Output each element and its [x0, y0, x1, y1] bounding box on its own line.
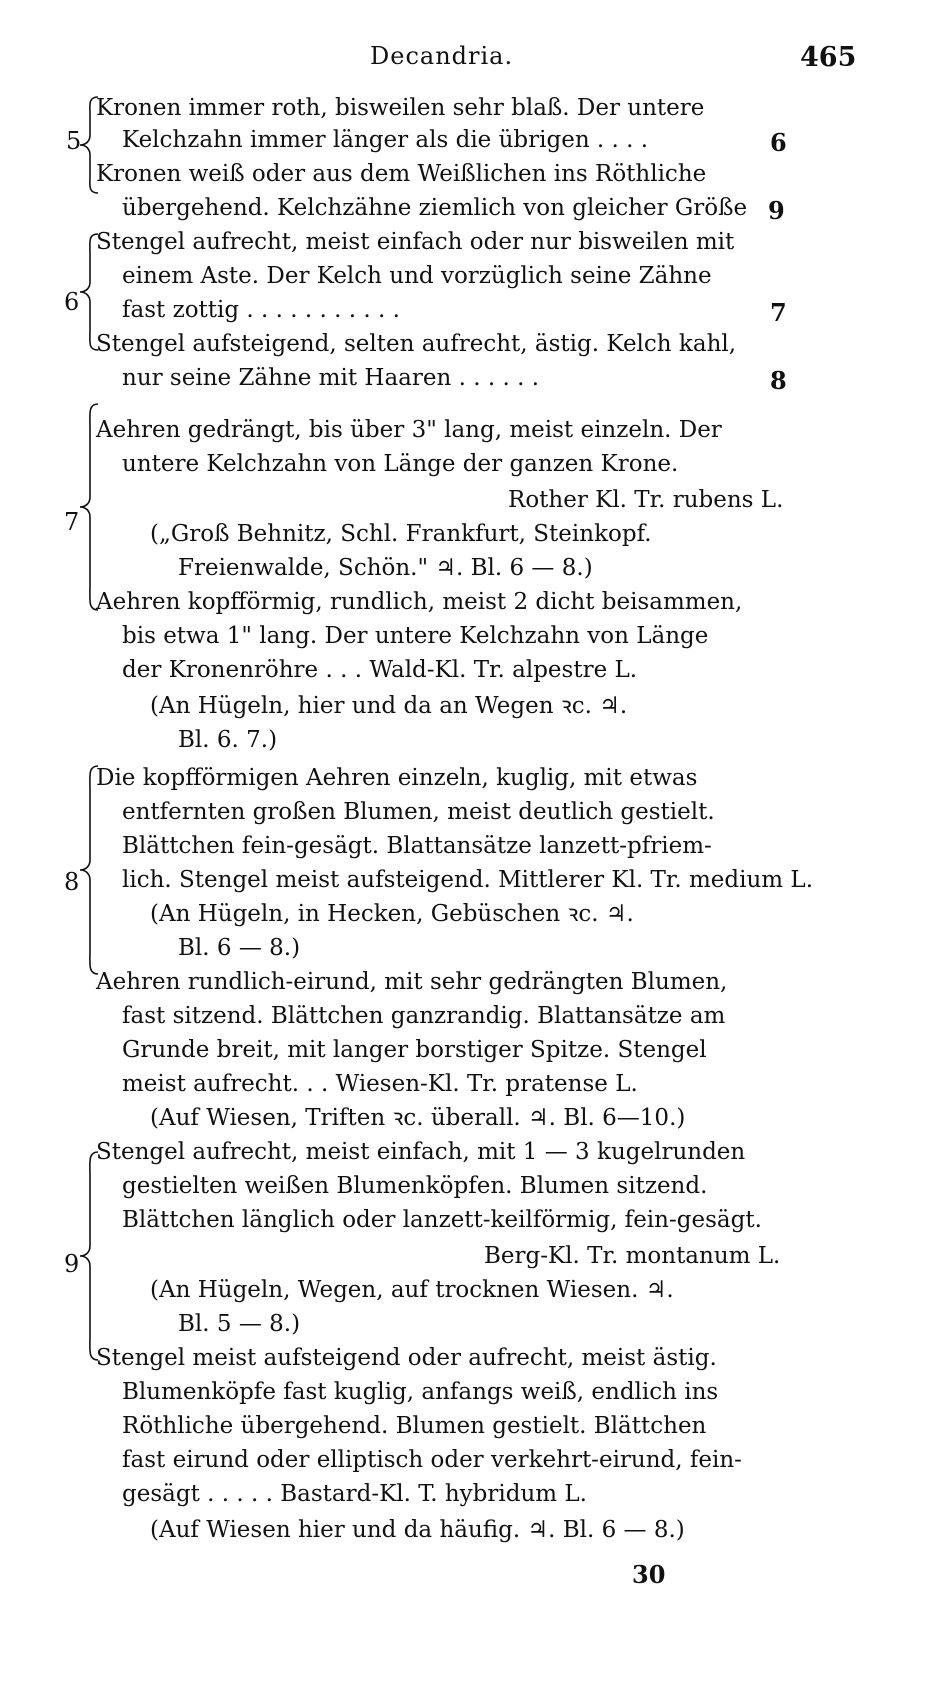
key-line: Kronen weiß oder aus dem Weißlichen ins Röthliche [96, 161, 707, 187]
key-line: übergehend. Kelchzähne ziemlich von gleicher Größe [122, 195, 748, 221]
key-line: Blättchen länglich oder lanzett-keilförmig, fein-gesägt. [122, 1207, 762, 1233]
key-line: untere Kelchzahn von Länge der ganzen Krone. [122, 451, 679, 477]
key-line: Aehren kopfförmig, rundlich, meist 2 dicht beisammen, [96, 589, 743, 615]
key-line: Stengel aufrecht, meist einfach, mit 1 — 3 kugelrunden [96, 1139, 746, 1165]
key-line: nur seine Zähne mit Haaren . . . . . . [122, 365, 540, 391]
key-line: einem Aste. Der Kelch und vorzüglich seine Zähne [122, 263, 712, 289]
habitat-note: Bl. 6. 7.) [178, 727, 278, 753]
key-line: Grunde breit, mit langer borstiger Spitze. Stengel [122, 1037, 707, 1063]
habitat-note: (An Hügeln, hier und da an Wegen ꝛc. ♃. [150, 693, 628, 719]
running-title: Decandria. [370, 42, 514, 70]
page-header [0, 42, 930, 82]
species-name: meist aufrecht. . . Wiesen-Kl. Tr. pratense L. [122, 1071, 638, 1097]
lead-number: 7 [770, 298, 787, 327]
couplet-number: 5 [66, 127, 82, 155]
habitat-note: Bl. 5 — 8.) [178, 1311, 301, 1337]
habitat-note: Bl. 6 — 8.) [178, 935, 301, 961]
key-line: fast sitzend. Blättchen ganzrandig. Blattansätze am [122, 1003, 726, 1029]
brace-icon [78, 1150, 100, 1362]
habitat-note: (An Hügeln, Wegen, auf trocknen Wiesen. ♃. [150, 1277, 674, 1303]
species-name: Berg-Kl. Tr. montanum L. [484, 1243, 781, 1269]
key-line: fast zottig . . . . . . . . . . . [122, 297, 400, 323]
species-name: lich. Stengel meist aufsteigend. Mittlerer Kl. Tr. medium L. [122, 867, 814, 893]
key-line: Blättchen fein-gesägt. Blattansätze lanzett-pfriem- [122, 833, 712, 859]
key-line: bis etwa 1" lang. Der untere Kelchzahn von Länge [122, 623, 709, 649]
couplet-number: 8 [64, 868, 80, 896]
lead-number: 6 [770, 128, 787, 157]
species-name: gesägt . . . . . Bastard-Kl. T. hybridum L. [122, 1481, 587, 1507]
habitat-note: (Auf Wiesen, Triften ꝛc. überall. ♃. Bl. 6—10.) [150, 1105, 686, 1131]
couplet-number: 7 [64, 508, 80, 536]
habitat-note: (An Hügeln, in Hecken, Gebüschen ꝛc. ♃. [150, 901, 634, 927]
key-line: Aehren rundlich-eirund, mit sehr gedrängten Blumen, [96, 969, 728, 995]
key-line: Stengel aufsteigend, selten aufrecht, ästig. Kelch kahl, [96, 331, 737, 357]
couplet-number: 9 [64, 1250, 80, 1278]
lead-number: 8 [770, 366, 787, 395]
habitat-note: („Groß Behnitz, Schl. Frankfurt, Steinkopf. [150, 521, 652, 547]
brace-icon [78, 764, 100, 976]
species-name: der Kronenröhre . . . Wald-Kl. Tr. alpestre L. [122, 657, 638, 683]
key-line: Die kopfförmigen Aehren einzeln, kuglig, mit etwas [96, 765, 698, 791]
habitat-note: Freienwalde, Schön." ♃. Bl. 6 — 8.) [178, 555, 593, 581]
key-line: Röthliche übergehend. Blumen gestielt. Blättchen [122, 1413, 707, 1439]
key-line: Kronen immer roth, bisweilen sehr blaß. Der untere [96, 95, 705, 121]
key-line: Blumenköpfe fast kuglig, anfangs weiß, endlich ins [122, 1379, 719, 1405]
key-line: Stengel meist aufsteigend oder aufrecht, meist ästig. [96, 1345, 717, 1371]
habitat-note: (Auf Wiesen hier und da häufig. ♃. Bl. 6 — 8.) [150, 1517, 685, 1543]
couplet-number: 6 [64, 288, 80, 316]
page-number: 465 [800, 42, 857, 73]
key-line: Aehren gedrängt, bis über 3" lang, meist einzeln. Der [96, 417, 722, 443]
key-line: entfernten großen Blumen, meist deutlich gestielt. [122, 799, 715, 825]
key-line: gestielten weißen Blumenköpfen. Blumen sitzend. [122, 1173, 708, 1199]
species-name: Rother Kl. Tr. rubens L. [508, 487, 784, 513]
key-line: Stengel aufrecht, meist einfach oder nur bisweilen mit [96, 229, 735, 255]
signature-mark: 30 [632, 1560, 666, 1589]
key-line: Kelchzahn immer länger als die übrigen . . . . [122, 127, 649, 153]
lead-number: 9 [768, 196, 785, 225]
key-line: fast eirund oder elliptisch oder verkehrt-eirund, fein- [122, 1447, 742, 1473]
